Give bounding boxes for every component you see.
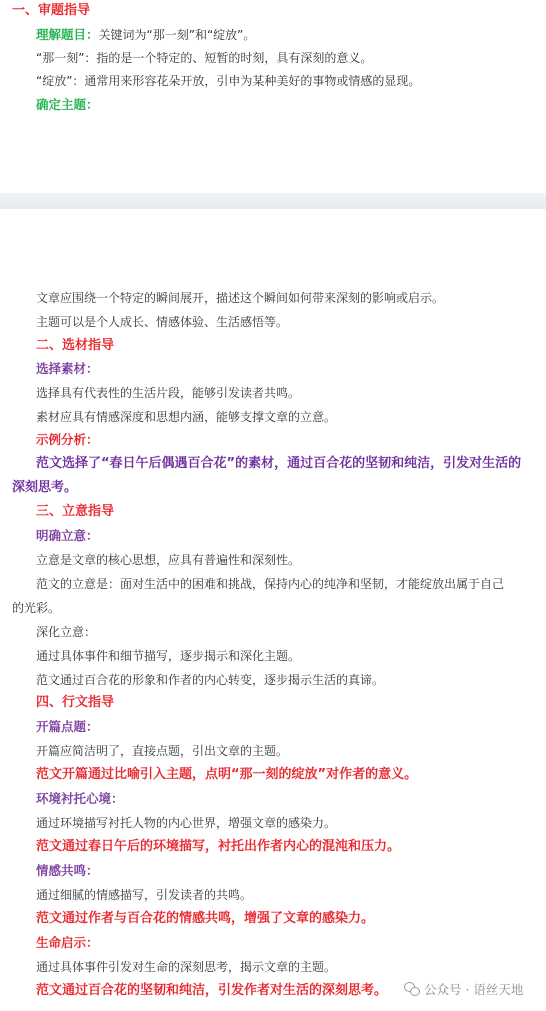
example-text: 深刻思考。 — [12, 480, 78, 495]
section-title-material: 二、选材指导 — [36, 338, 115, 353]
subheading: 生命启示： — [36, 935, 99, 950]
paragraph: “那一刻”：指的是一个特定的、短暂的时刻，具有深刻的意义。 — [36, 51, 373, 65]
example-text: 范文开篇通过比喻引入主题，点明“那一刻的绽放”对作者的意义。 — [36, 767, 418, 782]
example-text: 范文通过作者与百合花的情感共鸣，增强了文章的感染力。 — [36, 911, 375, 926]
subheading: 开篇点题： — [36, 719, 99, 734]
example-text: 范文通过春日午后的环境描写，衬托出作者内心的混沌和压力。 — [36, 839, 401, 854]
understand-label: 理解题目： — [36, 27, 99, 42]
wechat-icon — [404, 982, 420, 996]
paragraph: 开篇应简洁明了，直接点题，引出文章的主题。 — [36, 744, 289, 758]
paragraph: “绽放”：通常用来形容花朵开放，引申为某种美好的事物或情感的显现。 — [36, 74, 421, 88]
paragraph: 通过具体事件和细节描写，逐步揭示和深化主题。 — [36, 649, 301, 663]
paragraph: 选择具有代表性的生活片段，能够引发读者共鸣。 — [36, 386, 301, 400]
example-text: 范文选择了“春日午后偶遇百合花”的素材，通过百合花的坚韧和纯洁，引发对生活的 — [36, 456, 522, 471]
paragraph: 通过细腻的情感描写，引发读者的共鸣。 — [36, 888, 253, 902]
understand-text: 关键词为“那一刻”和“绽放”。 — [98, 28, 256, 42]
subheading: 选择素材： — [36, 361, 99, 376]
understand-row — [36, 26, 546, 44]
subheading: 情感共鸣： — [36, 863, 99, 878]
subheading: 环境衬托心境： — [36, 791, 124, 806]
theme-label: 确定主题： — [36, 97, 99, 112]
subheading: 明确立意： — [36, 528, 99, 543]
watermark-text: 公众号 · 语丝天地 — [424, 982, 524, 997]
example-label: 示例分析： — [36, 432, 99, 447]
paragraph: 素材应具有情感深度和思想内涵，能够支撑文章的立意。 — [36, 410, 337, 424]
section-title-theme: 三、立意指导 — [36, 504, 115, 519]
paragraph: 通过环境描写衬托人物的内心世界，增强文章的感染力。 — [36, 816, 337, 830]
paragraph: 的光彩。 — [12, 601, 61, 615]
example-text: 范文通过百合花的坚韧和纯洁，引发作者对生活的深刻思考。 — [36, 983, 388, 998]
paragraph: 范文通过百合花的形象和作者的内心转变，逐步揭示生活的真谛。 — [36, 673, 385, 687]
paragraph: 范文的立意是：面对生活中的困难和挑战，保持内心的纯净和坚韧，才能绽放出属于自己 — [36, 577, 505, 591]
paragraph: 立意是文章的核心思想，应具有普遍性和深刻性。 — [36, 553, 301, 567]
watermark — [404, 980, 523, 998]
paragraph: 文章应围绕一个特定的瞬间展开，描述这个瞬间如何带来深刻的影响或启示。 — [36, 291, 445, 305]
section-title-review: 一、审题指导 — [12, 3, 91, 18]
paragraph: 主题可以是个人成长、情感体验、生活感悟等。 — [36, 315, 289, 329]
paragraph: 深化立意： — [36, 625, 97, 639]
section-title-writing: 四、行文指导 — [36, 695, 115, 710]
page-divider — [0, 193, 546, 209]
paragraph: 通过具体事件引发对生命的深刻思考，揭示文章的主题。 — [36, 960, 337, 974]
